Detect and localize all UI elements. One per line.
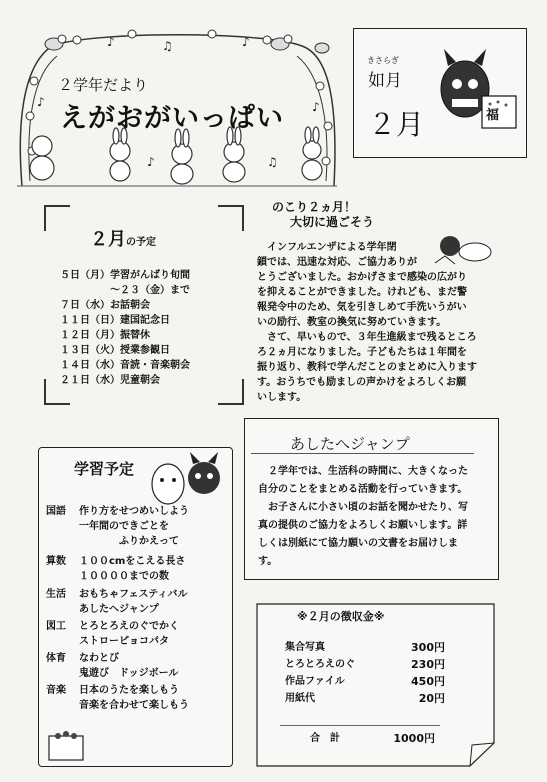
article-title-line1: のこり２ヵ月！ xyxy=(272,200,357,214)
fee-total-amount: 1000円 xyxy=(393,732,435,745)
grade-label: ２学年だより xyxy=(58,76,149,94)
month-kanji: 如月 xyxy=(368,71,402,91)
jump-body xyxy=(258,463,468,571)
study-subject: 体育 xyxy=(46,653,66,664)
study-row xyxy=(46,504,228,549)
schedule-title xyxy=(90,225,156,251)
fee-item-amount: 230円 xyxy=(411,658,445,671)
schedule-item: ５日（月）学習がんばり旬間 xyxy=(60,270,190,281)
schedule-item: １３日（火）授業参観日 xyxy=(60,345,170,356)
schedule-item: ２１日（水）児童朝会 xyxy=(60,375,160,386)
svg-text:♪: ♪ xyxy=(242,35,250,49)
fee-row xyxy=(285,691,445,706)
month-ruby: きさらぎ xyxy=(367,56,399,65)
article-line: いします。 xyxy=(257,392,307,403)
study-line: あしたへジャンプ xyxy=(79,604,159,615)
jump-line: ２学年では、生活科の時間に、大きくなった xyxy=(258,466,468,477)
fuku-label: 福 xyxy=(486,108,500,123)
study-row xyxy=(46,651,228,681)
fee-row xyxy=(285,640,445,655)
study-line: １００cmをこえる長さ xyxy=(79,556,186,567)
study-line: 音楽を合わせて楽しもう xyxy=(79,700,189,711)
jump-line: す。 xyxy=(258,556,278,567)
jump-line: 自分のことをまとめる活動を行っていきます。 xyxy=(258,484,468,495)
oni-and-bean-illustration xyxy=(148,448,228,508)
study-subject: 算数 xyxy=(46,556,66,567)
study-line: 日本のうたを楽しもう xyxy=(79,685,179,696)
article-line: す。おうちでも励ましの声かけをよろしくお願 xyxy=(257,377,467,388)
schedule-list xyxy=(60,268,190,388)
schedule-item: １４日（水）音読・音楽朝会 xyxy=(60,360,190,371)
svg-text:♫: ♫ xyxy=(267,155,278,169)
article-line: インフルエンザによる学年閉 xyxy=(257,242,397,253)
fee-row xyxy=(285,657,445,672)
study-subject: 生活 xyxy=(46,589,66,600)
study-title: 学習予定 xyxy=(74,460,135,478)
fee-item-name: 作品ファイル xyxy=(285,676,345,687)
study-line: ふりかえって xyxy=(79,536,179,547)
article-title-line2: 大切に過ごそう xyxy=(290,215,375,229)
schedule-title-suffix: の予定 xyxy=(126,237,156,248)
study-line: 作り方をせつめいしよう xyxy=(79,506,189,517)
study-line: 鬼遊び ドッジボール xyxy=(79,668,179,679)
study-line: ストローピョコパタ xyxy=(79,636,169,647)
study-row xyxy=(46,619,228,649)
study-subject: 国語 xyxy=(46,506,66,517)
fee-list xyxy=(285,640,445,706)
month-number: ２月 xyxy=(368,108,425,141)
article-line: を抑えることができました。けれども、まだ警 xyxy=(257,287,467,298)
study-row xyxy=(46,587,228,617)
article-line: 報発令中のため、気を引きしめて手洗いうがい xyxy=(257,302,467,313)
study-line: １００００までの数 xyxy=(79,571,169,582)
jump-line: しくは別紙にて協力願いの文書をお届けしま xyxy=(258,538,458,549)
fee-row xyxy=(285,674,445,689)
schedule-title-main: ２月 xyxy=(90,229,126,250)
svg-text:♪: ♪ xyxy=(37,95,45,109)
fee-item-name: 集合写真 xyxy=(285,642,325,653)
svg-text:♪: ♪ xyxy=(147,155,155,169)
study-row xyxy=(46,683,228,713)
fee-item-amount: 450円 xyxy=(411,675,445,688)
study-line: とろとろえのぐでかく xyxy=(79,621,179,632)
jump-line: 真の提供のご協力をよろしくお願いします。詳 xyxy=(258,520,468,531)
schedule-item: ７日（水）お話朝会 xyxy=(60,300,150,311)
study-row xyxy=(46,554,228,584)
article-line: 鎖では、迅速な対応、ご協力ありが xyxy=(257,257,417,268)
jump-title: あしたへジャンプ xyxy=(290,435,410,453)
schedule-item: １２日（月）振替休 xyxy=(60,330,150,341)
article-body xyxy=(257,240,477,405)
fee-item-name: とろとろえのぐ xyxy=(285,659,355,670)
svg-text:♪: ♪ xyxy=(107,35,115,49)
bean-box-illustration xyxy=(46,728,86,762)
jump-line: お子さんに小さい頃のお話を聞かせたり、写 xyxy=(258,502,468,513)
fee-item-amount: 20円 xyxy=(418,692,445,705)
article-line: 振り返り、教科で学んだことのまとめに入ります xyxy=(257,362,477,373)
article-line: ろ２ヵ月になりました。子どもたちは１年間を xyxy=(257,347,467,358)
study-line: 一年間のできごとを xyxy=(79,521,169,532)
study-line: なわとび xyxy=(79,653,119,664)
schedule-item: １１日（日）建国記念日 xyxy=(60,315,170,326)
study-line: おもちゃフェスティバル xyxy=(79,589,188,600)
article-line: さて、早いもので、３年生進級まで残るところ xyxy=(257,332,477,343)
fee-item-name: 用紙代 xyxy=(285,693,315,704)
study-list xyxy=(46,504,228,713)
schedule-item: ～２３（金）まで xyxy=(60,285,190,296)
fee-total-label: 合 計 xyxy=(310,733,340,744)
svg-text:♫: ♫ xyxy=(162,39,173,53)
study-subject: 音楽 xyxy=(46,685,66,696)
oni-mask-illustration xyxy=(430,44,520,149)
article-line: とうございました。おかげさまで感染の広がり xyxy=(257,272,467,283)
fee-total-row xyxy=(310,731,435,746)
svg-text:♪: ♪ xyxy=(312,100,320,114)
fee-item-amount: 300円 xyxy=(411,641,445,654)
study-subject: 図工 xyxy=(46,621,66,632)
fee-divider xyxy=(280,725,440,726)
article-line: いの励行、教室の換気に努めていきます。 xyxy=(257,317,447,328)
newsletter-title: えがおがいっぱい xyxy=(60,103,284,134)
fee-title: ※２月の徴収金※ xyxy=(297,610,385,623)
